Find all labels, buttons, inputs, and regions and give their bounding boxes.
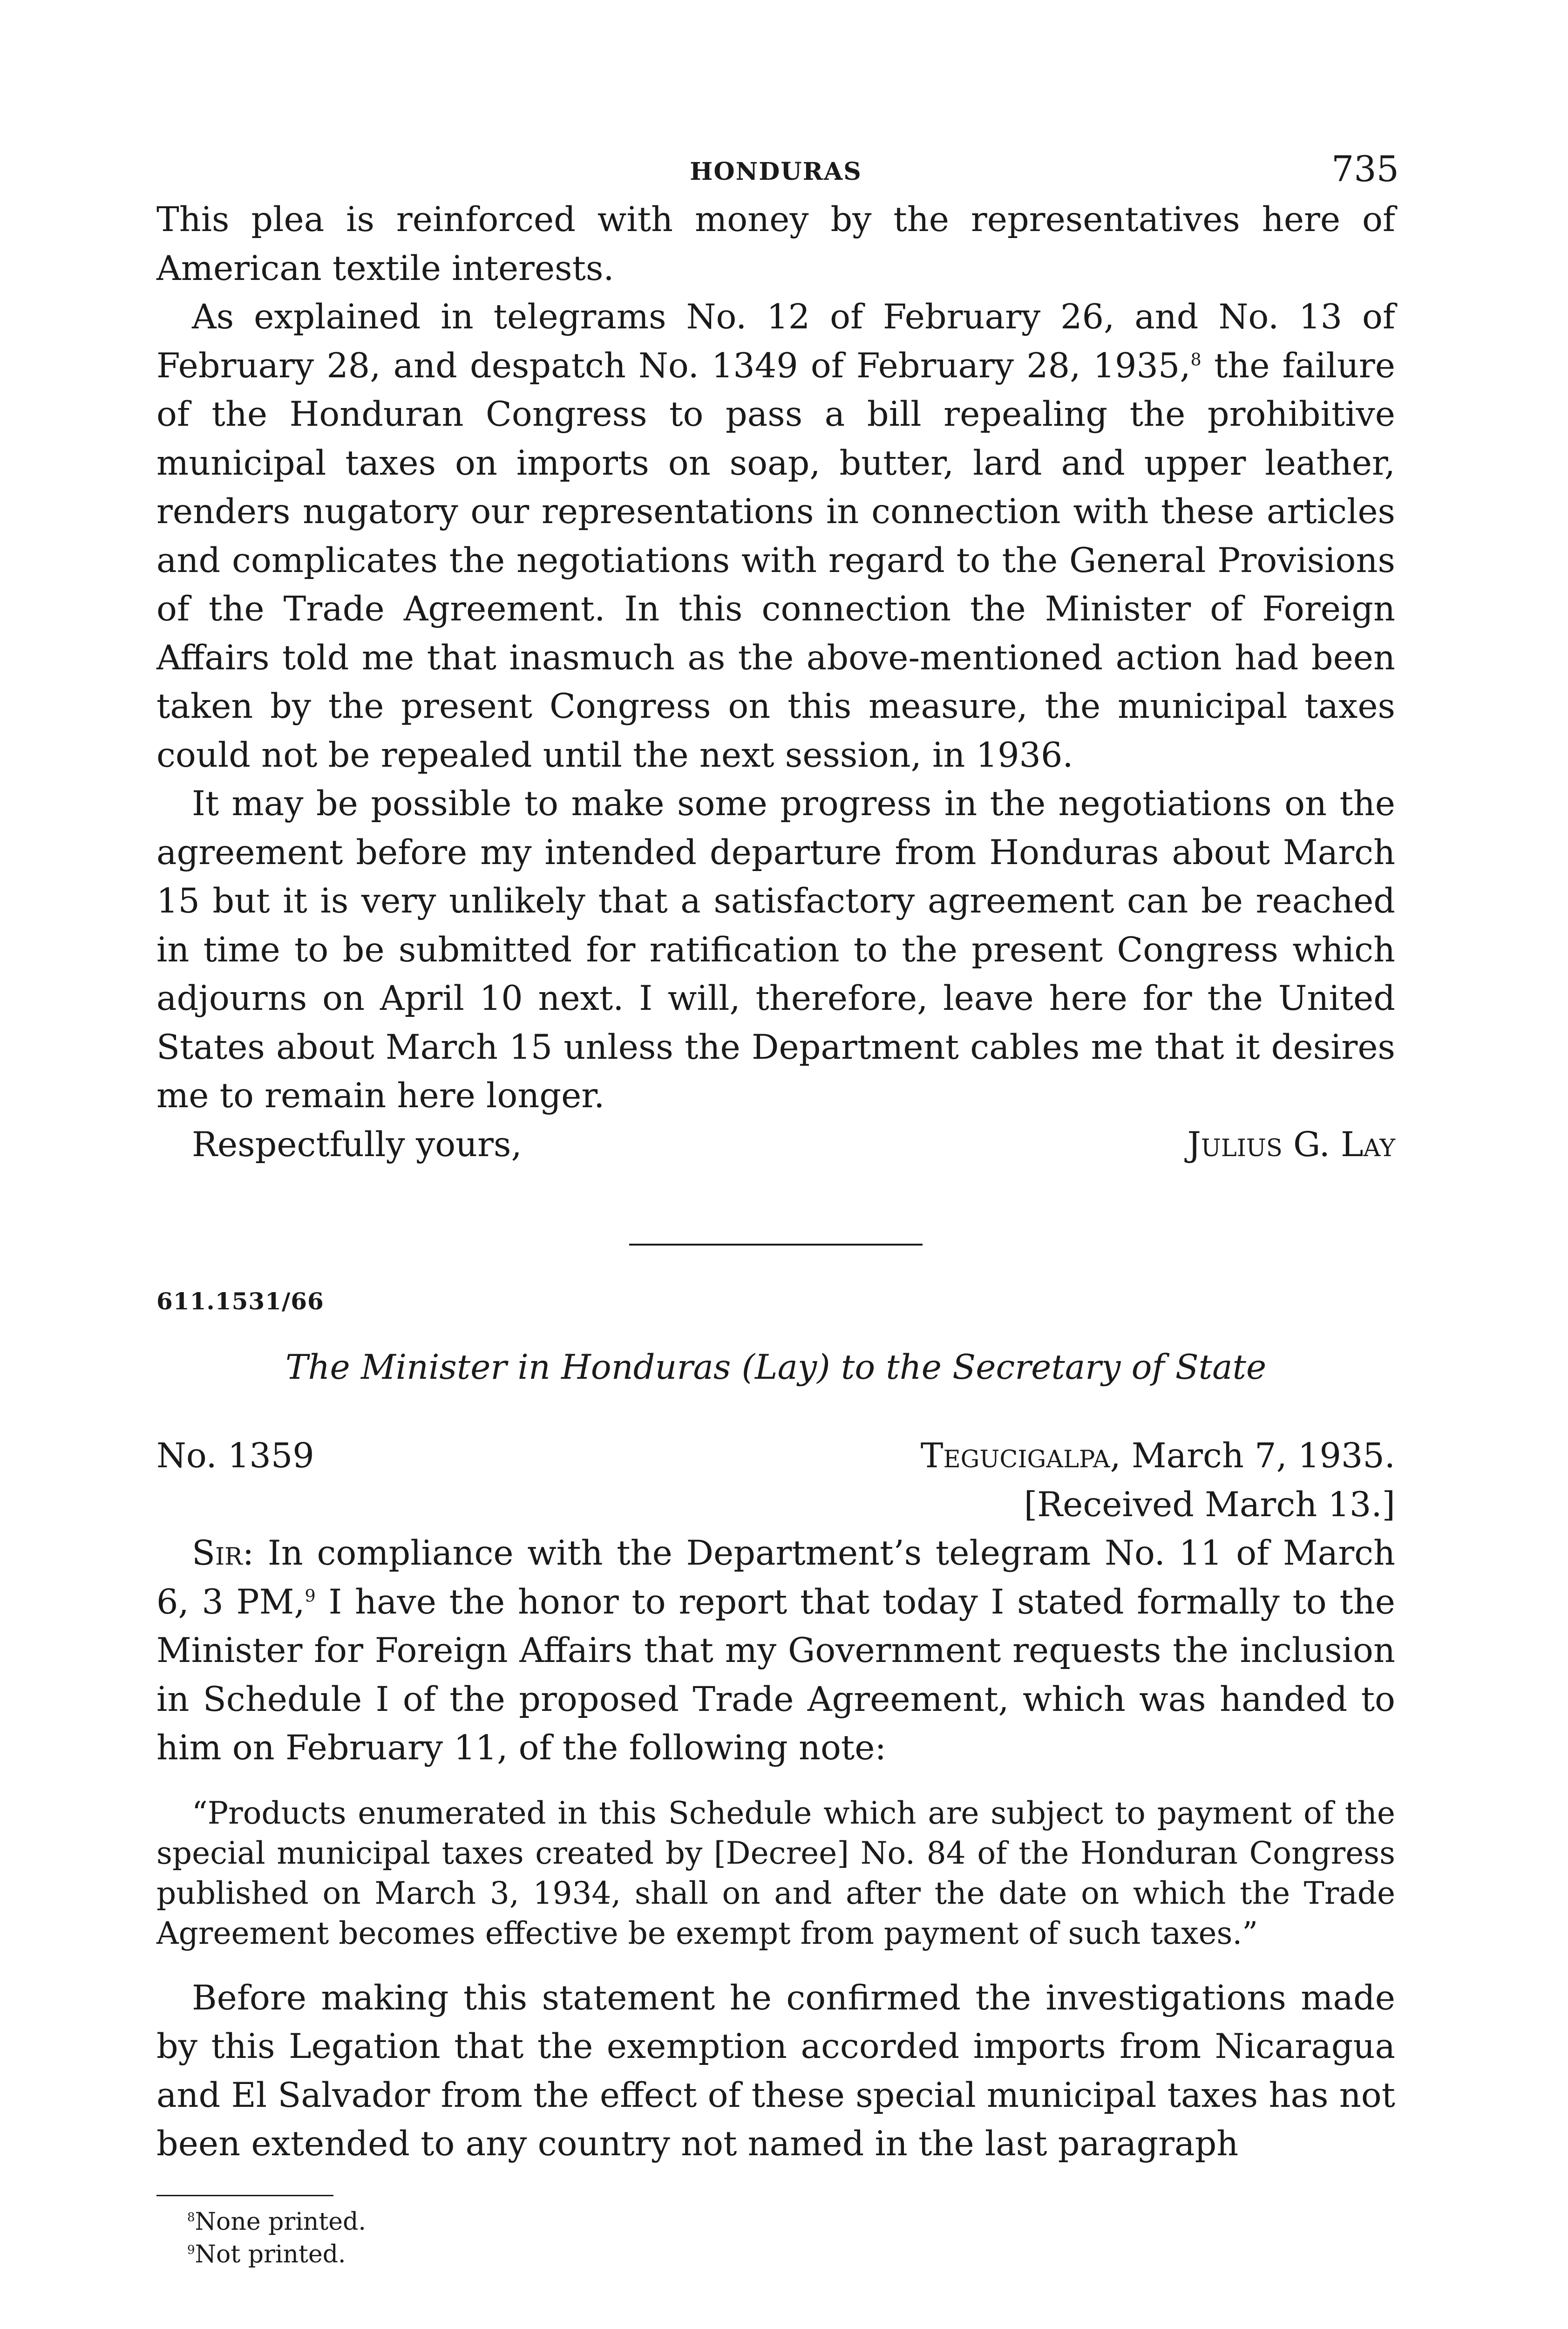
footnote-text: Not printed.: [195, 2240, 346, 2268]
footnote: [187, 2238, 1395, 2271]
signature: Julius G. Lay: [1187, 1124, 1395, 1164]
paragraph: Before making this statement he confirmed the investigations made by this Legation that the exemption accorded imports from Nicaragua and El Salvador from the effect of these special municipal taxes has not been extended to any country not named in the last paragraph: [156, 1978, 1395, 2164]
letter-body-continued: [156, 1974, 1395, 2169]
paragraph-text: As explained in telegrams No. 12 of February 26, and No. 13 of February 28, and despatch No. 1349 of February 28, 1935,: [156, 297, 1395, 386]
footnote-ref: 9: [305, 1586, 316, 1606]
salutation: Sir: [192, 1533, 243, 1573]
dateline: [156, 1432, 1395, 1481]
place: Tegucigalpa,: [920, 1436, 1121, 1476]
block-quote: “Products enumerated in this Schedule which are subject to payment of the special municipal taxes created by [Decree] No. 84 of the Honduran Congress published on March 3, 1934, shall on and after the date on which the Trade Agreement becomes effective be exempt from payment of such taxes.”: [156, 1795, 1395, 1951]
section-divider: [629, 1244, 923, 1246]
paragraph: [156, 293, 1395, 780]
footnote: [187, 2206, 1395, 2238]
page-header: [156, 140, 1399, 196]
footnote-divider: [156, 2195, 333, 2196]
received-date: [Received March 13.]: [1024, 1485, 1395, 1525]
running-head: HONDURAS: [690, 157, 862, 186]
date: March 7, 1935.: [1131, 1436, 1395, 1476]
footnote-mark: 8: [187, 2210, 195, 2225]
file-number: 611.1531/66: [156, 1287, 324, 1315]
signature-line: [156, 1121, 1395, 1170]
footnotes: [156, 2206, 1395, 2271]
document-title: The Minister in Honduras (Lay) to the Secretary of State: [285, 1348, 1267, 1387]
document-page: [156, 140, 1399, 2271]
paragraph-text: I have the honor to report that today I stated formally to the Minister for Foreign Affairs that my Government requests the inclusion in Schedule I of the proposed Trade Agreement, which was handed to him on February 11, of the following note:: [156, 1582, 1395, 1768]
letter-continued: [156, 196, 1395, 1121]
closing: Respectfully yours,: [192, 1124, 522, 1164]
paragraph: This plea is reinforced with money by the representatives here of American textile interests.: [156, 200, 1395, 288]
letter-body: [156, 1529, 1395, 1773]
place-date: [921, 1432, 1395, 1481]
paragraph: It may be possible to make some progress in the negotiations on the agreement before my intended departure from Honduras about March 15 but it is very unlikely that a satisfactory agreement can be reached in time to be submitted for ratification to the present Congress which adjourns on April 10 next. I will, therefore, leave here for the United States about March 15 unless the Department cables me that it desires me to remain here longer.: [156, 784, 1395, 1116]
footnote-mark: 9: [187, 2243, 195, 2257]
paragraph-text: : In compliance with the Department’s telegram No. 11 of March 6, 3 PM,: [156, 1533, 1395, 1622]
footnote-text: None printed.: [195, 2207, 366, 2236]
despatch-number: No. 1359: [156, 1436, 314, 1476]
page-number: 735: [1331, 148, 1399, 190]
paragraph: [156, 1529, 1395, 1773]
paragraph-text: the failure of the Honduran Congress to pass a bill repealing the prohibitive municipal taxes on imports on soap, butter, lard and upper leather, renders nugatory our representations in connection with these articles and complicates the negotiations with regard to the General Provisions of the Trade Agreement. In this connection the Minister of Foreign Affairs told me that inasmuch as the above-mentioned action had been taken by the present Congress on this measure, the municipal taxes could not be repealed until the next session, in 1936.: [156, 346, 1395, 775]
footnote-ref: 8: [1190, 349, 1201, 370]
